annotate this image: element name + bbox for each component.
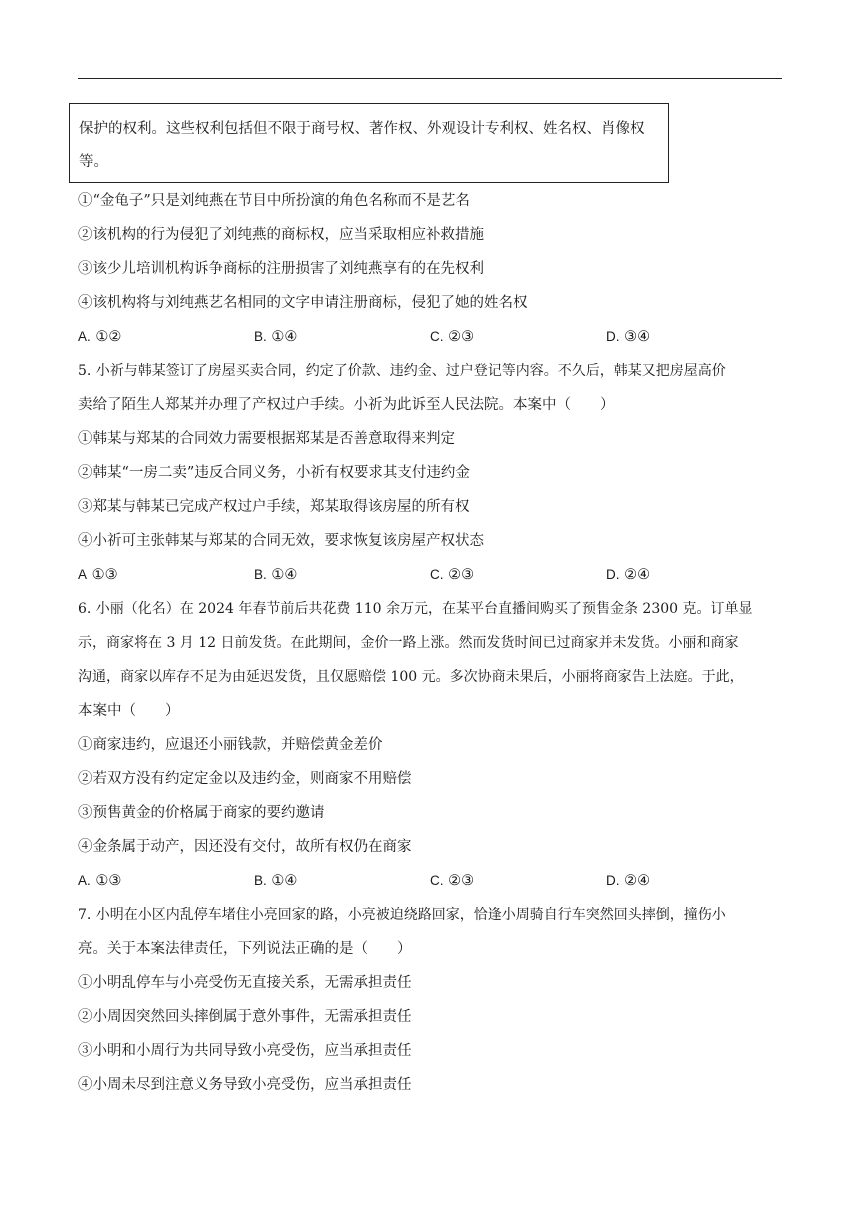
header-rule [78, 78, 782, 79]
q4-option-c[interactable]: C. ②③ [430, 329, 475, 345]
q6-item-4: ④金条属于动产，因还没有交付，故所有权仍在商家 [78, 839, 412, 855]
q4-item-3: ③该少儿培训机构诉争商标的注册损害了刘纯燕享有的在先权利 [78, 261, 484, 277]
q6-item-1: ①商家违约，应退还小丽钱款，并赔偿黄金差价 [78, 737, 383, 753]
q4-option-b[interactable]: B. ①④ [254, 329, 298, 345]
q5-item-2: ②韩某“一房二卖”违反合同义务，小祈有权要求其支付违约金 [78, 465, 470, 481]
q7-stem-line-1: 7. 小明在小区内乱停车堵住小亮回家的路，小亮被迫绕路回家，恰逢小周骑自行车突然回头摔倒，撞伤小 [78, 907, 726, 923]
q4-option-a[interactable]: A. ①② [78, 329, 122, 345]
material-box [69, 103, 669, 183]
q6-option-b[interactable]: B. ①④ [254, 873, 298, 889]
q5-stem-line-1: 5. 小祈与韩某签订了房屋买卖合同，约定了价款、违约金、过户登记等内容。不久后，韩某又把房屋高价 [78, 363, 726, 379]
q6-stem-line-1: 6. 小丽（化名）在 2024 年春节前后共花费 110 余万元，在某平台直播间购买了预售金条 2300 克。订单显 [78, 601, 753, 617]
q7-item-2: ②小周因突然回头摔倒属于意外事件，无需承担责任 [78, 1009, 412, 1025]
material-line-2: 等。 [79, 154, 108, 170]
q7-item-4: ④小周未尽到注意义务导致小亮受伤，应当承担责任 [78, 1077, 412, 1093]
q6-item-3: ③预售黄金的价格属于商家的要约邀请 [78, 805, 325, 821]
q6-item-2: ②若双方没有约定定金以及违约金，则商家不用赔偿 [78, 771, 412, 787]
q4-item-2: ②该机构的行为侵犯了刘纯燕的商标权，应当采取相应补救措施 [78, 227, 484, 243]
q5-option-d[interactable]: D. ②④ [606, 567, 651, 583]
q6-option-d[interactable]: D. ②④ [606, 873, 651, 889]
q7-stem-line-2: 亮。关于本案法律责任，下列说法正确的是（ ） [78, 941, 412, 957]
q4-option-d[interactable]: D. ③④ [606, 329, 651, 345]
q5-option-c[interactable]: C. ②③ [430, 567, 475, 583]
q5-item-3: ③郑某与韩某已完成产权过户手续，郑某取得该房屋的所有权 [78, 499, 470, 515]
q4-item-4: ④该机构将与刘纯燕艺名相同的文字申请注册商标，侵犯了她的姓名权 [78, 295, 528, 311]
q4-item-1: ①“金龟子”只是刘纯燕在节目中所扮演的角色名称而不是艺名 [78, 193, 470, 209]
q5-option-a[interactable]: A ①③ [78, 567, 118, 583]
q6-stem-line-4: 本案中（ ） [78, 703, 180, 719]
q6-option-c[interactable]: C. ②③ [430, 873, 475, 889]
q7-item-3: ③小明和小周行为共同导致小亮受伤，应当承担责任 [78, 1043, 412, 1059]
q5-stem-line-2: 卖给了陌生人郑某并办理了产权过户手续。小祈为此诉至人民法院。本案中（ ） [78, 397, 615, 413]
q5-option-b[interactable]: B. ①④ [254, 567, 298, 583]
q6-option-a[interactable]: A. ①③ [78, 873, 122, 889]
q5-item-4: ④小祈可主张韩某与郑某的合同无效，要求恢复该房屋产权状态 [78, 533, 484, 549]
q7-item-1: ①小明乱停车与小亮受伤无直接关系，无需承担责任 [78, 975, 412, 991]
q5-item-1: ①韩某与郑某的合同效力需要根据郑某是否善意取得来判定 [78, 431, 455, 447]
material-line-1: 保护的权利。这些权利包括但不限于商号权、著作权、外观设计专利权、姓名权、肖像权 [79, 121, 645, 137]
q6-stem-line-2: 示，商家将在 3 月 12 日前发货。在此期间，金价一路上涨。然而发货时间已过商家并未发货。小丽和商家 [78, 635, 739, 651]
q6-stem-line-3: 沟通，商家以库存不足为由延迟发货，且仅愿赔偿 100 元。多次协商未果后，小丽将商家告上法庭。于此， [78, 669, 744, 685]
